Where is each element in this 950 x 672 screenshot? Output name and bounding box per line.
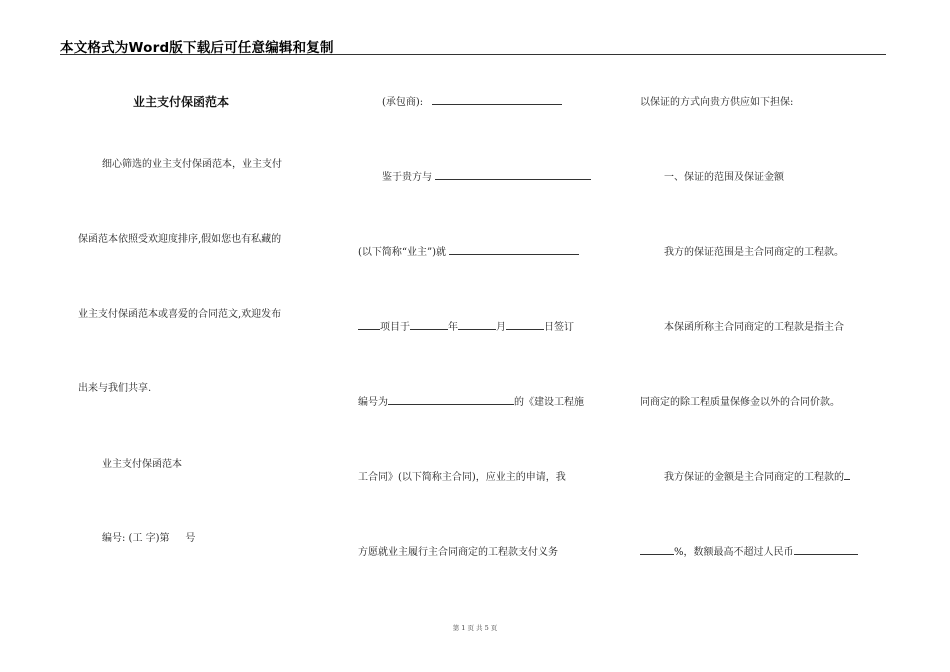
day-label: 日签订 [544, 322, 574, 333]
col2-line-4 [358, 318, 574, 333]
header-title: 本文格式为Word版下载后可任意编辑和复制 [60, 40, 334, 56]
col3-line-2: 一、保证的范围及保证金额 [664, 172, 784, 183]
col2-line-5 [358, 393, 584, 408]
project-blank [358, 320, 380, 330]
col2-line-7: 方愿就业主履行主合同商定的工程款支付义务 [358, 547, 558, 558]
day-blank [506, 320, 544, 330]
col2-line-2 [382, 168, 591, 183]
col3-line-4: 本保函所称主合同商定的工程款是指主合 [664, 322, 844, 333]
month-blank [458, 320, 496, 330]
col2-line-3 [358, 243, 579, 258]
page-footer: 第 1 页 共 5 页 [452, 624, 498, 632]
col3-line-3: 我方的保证范围是主合同商定的工程款。 [664, 247, 844, 258]
percent-blank-start [844, 470, 850, 480]
col1-line-2: 保函范本依照受欢迎度排序,假如您也有私藏的 [78, 234, 282, 245]
col3-line-1: 以保证的方式向贵方供应如下担保: [640, 97, 794, 108]
col2-line-6: 工合同》(以下简称主合同)，应业主的申请，我 [358, 472, 566, 483]
col1-line-3: 业主支付保函范本或喜爱的合同范文,欢迎发布 [78, 309, 282, 320]
col3-line-5: 同商定的除工程质量保修金以外的合同价款。 [640, 397, 840, 408]
contract-title-text: 的《建设工程施 [514, 397, 584, 408]
document-title: 业主支付保函范本 [133, 95, 230, 109]
month-label: 月 [496, 322, 506, 333]
col1-line-4: 出来与我们共享. [78, 383, 152, 394]
project-label: 项目于 [380, 322, 410, 333]
header-divider [60, 54, 886, 55]
col2-line-1 [382, 93, 562, 108]
col3-line-7 [640, 543, 858, 558]
col1-line-6: 编号: (工 字)第 号 [102, 533, 196, 544]
col2-line-2-text: 鉴于贵方与 [382, 172, 432, 183]
owner-blank [449, 245, 579, 255]
percent-blank [640, 545, 674, 555]
number-label: 编号为 [358, 397, 388, 408]
party-blank [435, 170, 591, 180]
col1-line-5: 业主支付保函范本 [102, 459, 182, 470]
contractor-label: (承包商): [382, 97, 424, 108]
number-blank [388, 395, 514, 405]
contractor-blank [432, 95, 562, 105]
col3-line-6 [664, 468, 850, 483]
col3-line-6-text: 我方保证的金额是主合同商定的工程款的 [664, 472, 844, 483]
col2-line-3-text: (以下简称“业主”)就 [358, 247, 447, 258]
col3-line-7-text: %，数额最高不超过人民币 [674, 547, 794, 558]
amount-blank [794, 545, 858, 555]
col1-line-1: 细心筛选的业主支付保函范本，业主支付 [102, 159, 282, 170]
year-blank [410, 320, 448, 330]
year-label: 年 [448, 322, 458, 333]
